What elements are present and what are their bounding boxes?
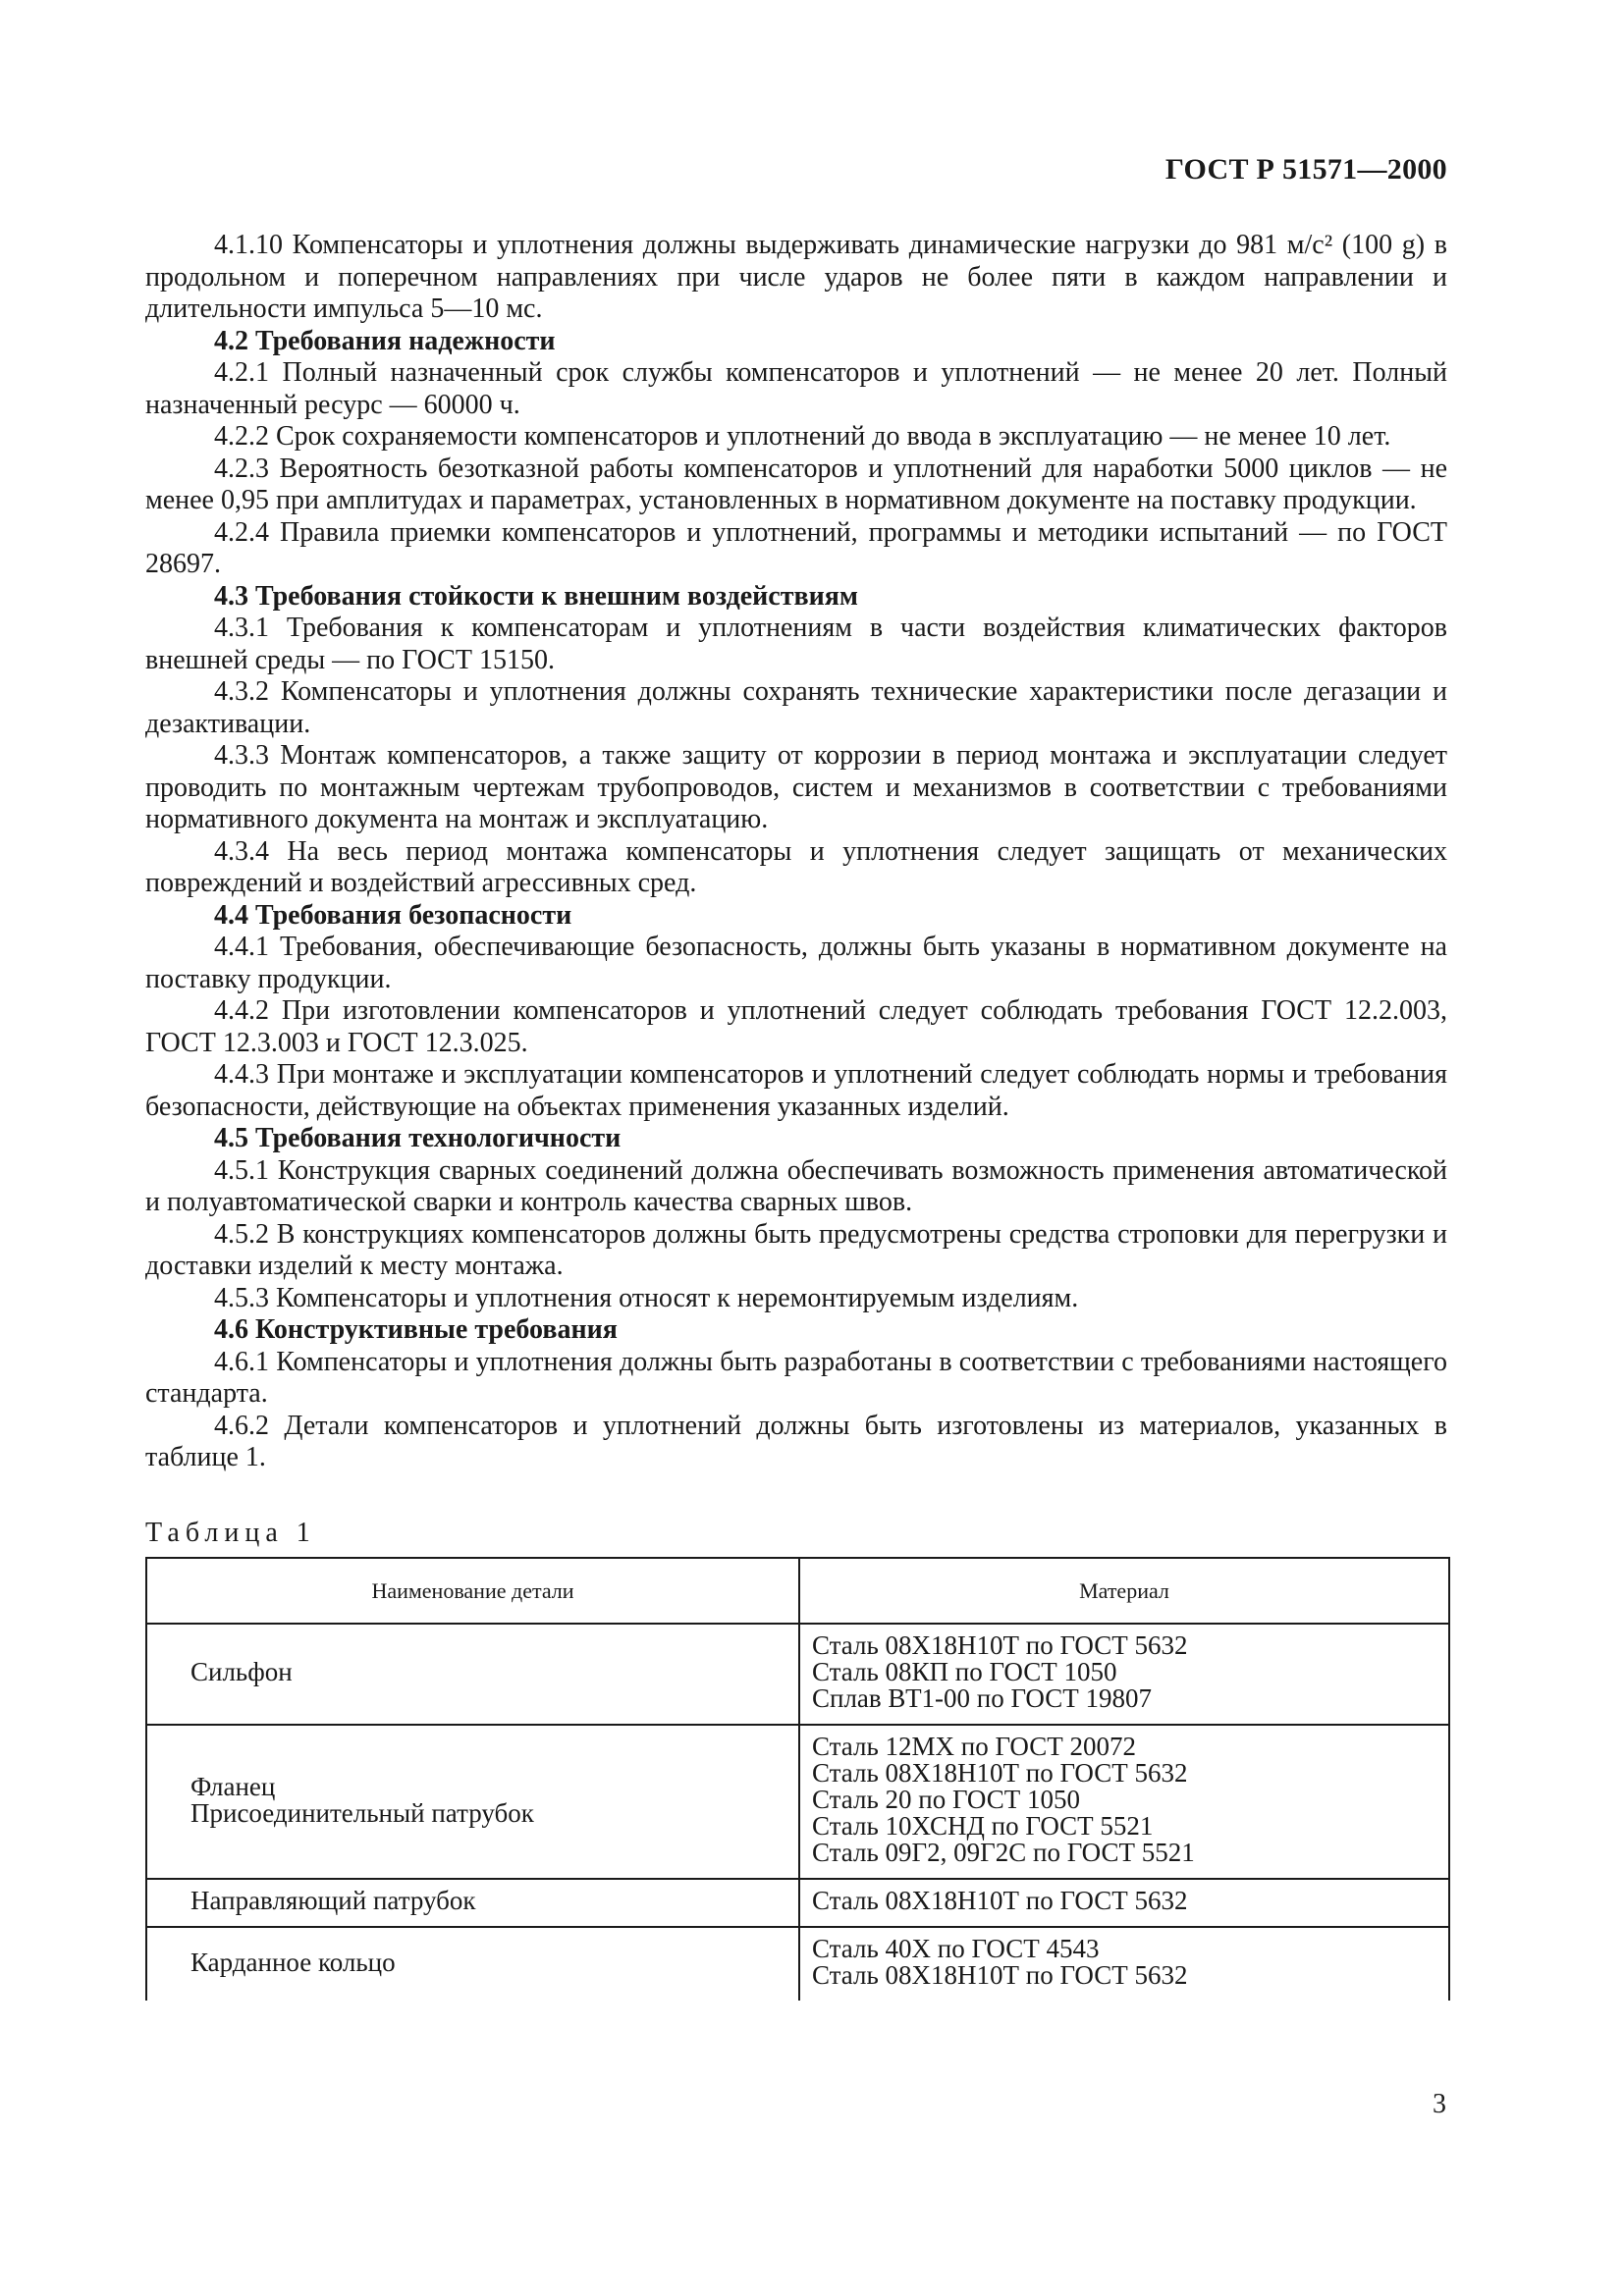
part-name: Присоединительный патрубок (190, 1797, 534, 1828)
material-cell (799, 1725, 1449, 1879)
part-name: Фланец (190, 1771, 276, 1801)
paragraph: 4.5.1 Конструкция сварных соединений должна обеспечивать возможность применения автоматической и полуавтоматической сварки и контроль качества сварных швов. (145, 1154, 1447, 1217)
paragraph: 4.5.2 В конструкциях компенсаторов должны быть предусмотрены средства строповки для перегрузки и доставки изделий к месту монтажа. (145, 1218, 1447, 1281)
section-heading: 4.5 Требования технологичности (214, 1123, 622, 1153)
page-number: 3 (1433, 2089, 1446, 2119)
table-caption: Таблица 1 (145, 1517, 316, 1548)
column-header-material: Материал (799, 1558, 1449, 1624)
material-line: Сталь 10ХСНД по ГОСТ 5521 (812, 1811, 1154, 1841)
column-header-part: Наименование детали (146, 1558, 799, 1624)
paragraph: 4.2.1 Полный назначенный срок службы компенсаторов и уплотнений — не менее 20 лет. Полный назначенный ресурс — 60000 ч. (145, 357, 1447, 420)
materials-table (145, 1557, 1450, 2001)
material-line: Сталь 08Х18Н10Т по ГОСТ 5632 (812, 1960, 1188, 1990)
paragraph: 4.3.2 Компенсаторы и уплотнения должны сохранять технические характеристики после дегазации и дезактивации. (145, 676, 1447, 739)
material-line: Сталь 08Х18Н10Т по ГОСТ 5632 (812, 1758, 1188, 1788)
material-cell (799, 1927, 1449, 2001)
paragraph: 4.6.2 Детали компенсаторов и уплотнений должны быть изготовлены из материалов, указанных в таблице 1. (145, 1410, 1447, 1472)
paragraph: 4.4.3 При монтаже и эксплуатации компенсаторов и уплотнений следует соблюдать нормы и требования безопасности, действующие на объектах применения указанных изделий. (145, 1059, 1447, 1122)
paragraph: 4.3.3 Монтаж компенсаторов, а также защиту от коррозии в период монтажа и эксплуатации следует проводить по монтажным чертежам трубопроводов, систем и механизмов в соответствии с требованиями нормативного документа на монтаж и эксплуатацию. (145, 740, 1447, 834)
paragraph: 4.5.3 Компенсаторы и уплотнения относят к неремонтируемым изделиям. (214, 1282, 1079, 1313)
paragraph: 4.4.1 Требования, обеспечивающие безопасность, должны быть указаны в нормативном документе на поставку продукции. (145, 932, 1447, 994)
paragraphs-container (145, 230, 1447, 1474)
part-name-cell (146, 1927, 799, 2001)
material-line: Сталь 40Х по ГОСТ 4543 (812, 1934, 1100, 1963)
table-header-row (146, 1558, 1449, 1624)
table-row (146, 1624, 1449, 1725)
material-cell (799, 1624, 1449, 1725)
part-name: Карданное кольцо (190, 1947, 396, 1977)
material-line: Сталь 20 по ГОСТ 1050 (812, 1785, 1081, 1814)
paragraph: 4.1.10 Компенсаторы и уплотнения должны выдерживать динамические нагрузки до 981 м/с² (100 g) в продольном и поперечном направлениях при числе ударов не более пяти в каждом направлении и длительности импульса 5—10 мс. (145, 230, 1447, 324)
section-heading: 4.2 Требования надежности (214, 325, 556, 356)
paragraph: 4.4.2 При изготовлении компенсаторов и уплотнений следует соблюдать требования ГОСТ 12.2.003, ГОСТ 12.3.003 и ГОСТ 12.3.025. (145, 995, 1447, 1058)
material-line: Сталь 09Г2, 09Г2С по ГОСТ 5521 (812, 1838, 1195, 1867)
material-line: Сплав ВТ1-00 по ГОСТ 19807 (812, 1683, 1153, 1713)
material-line: Сталь 12МХ по ГОСТ 20072 (812, 1732, 1137, 1761)
paragraph: 4.3.1 Требования к компенсаторам и уплотнениям в части воздействия климатических факторов внешней среды — по ГОСТ 15150. (145, 613, 1447, 675)
table-row (146, 1927, 1449, 2001)
paragraph: 4.2.2 Срок сохраняемости компенсаторов и уплотнений до ввода в эксплуатацию — не менее 10 лет. (214, 421, 1391, 452)
material-line: Сталь 08Х18Н10Т по ГОСТ 5632 (812, 1630, 1188, 1660)
material-line: Сталь 08КП по ГОСТ 1050 (812, 1657, 1117, 1686)
part-name-cell (146, 1624, 799, 1725)
material-cell (799, 1879, 1449, 1927)
part-name: Сильфон (190, 1657, 293, 1686)
paragraph: 4.6.1 Компенсаторы и уплотнения должны быть разработаны в соответствии с требованиями настоящего стандарта. (145, 1346, 1447, 1409)
section-heading: 4.3 Требования стойкости к внешним воздействиям (214, 580, 858, 612)
material-line: Сталь 08Х18Н10Т по ГОСТ 5632 (812, 1886, 1188, 1915)
paragraph: 4.2.4 Правила приемки компенсаторов и уплотнений, программы и методики испытаний — по ГОСТ 28697. (145, 516, 1447, 579)
paragraph: 4.2.3 Вероятность безотказной работы компенсаторов и уплотнений для наработки 5000 циклов — не менее 0,95 при амплитудах и параметрах, установленных в нормативном документе на поставку продукции. (145, 453, 1447, 515)
section-heading: 4.4 Требования безопасности (214, 899, 572, 931)
section-heading: 4.6 Конструктивные требования (214, 1314, 618, 1345)
document-header: ГОСТ Р 51571—2000 (1164, 153, 1447, 186)
table-row (146, 1725, 1449, 1879)
part-name: Направляющий патрубок (190, 1886, 476, 1915)
document-body (145, 230, 1447, 2001)
table-body (146, 1624, 1449, 2001)
paragraph: 4.3.4 На весь период монтажа компенсаторы и уплотнения следует защищать от механических повреждений и воздействий агрессивных сред. (145, 835, 1447, 898)
part-name-cell (146, 1725, 799, 1879)
table-row (146, 1879, 1449, 1927)
part-name-cell (146, 1879, 799, 1927)
